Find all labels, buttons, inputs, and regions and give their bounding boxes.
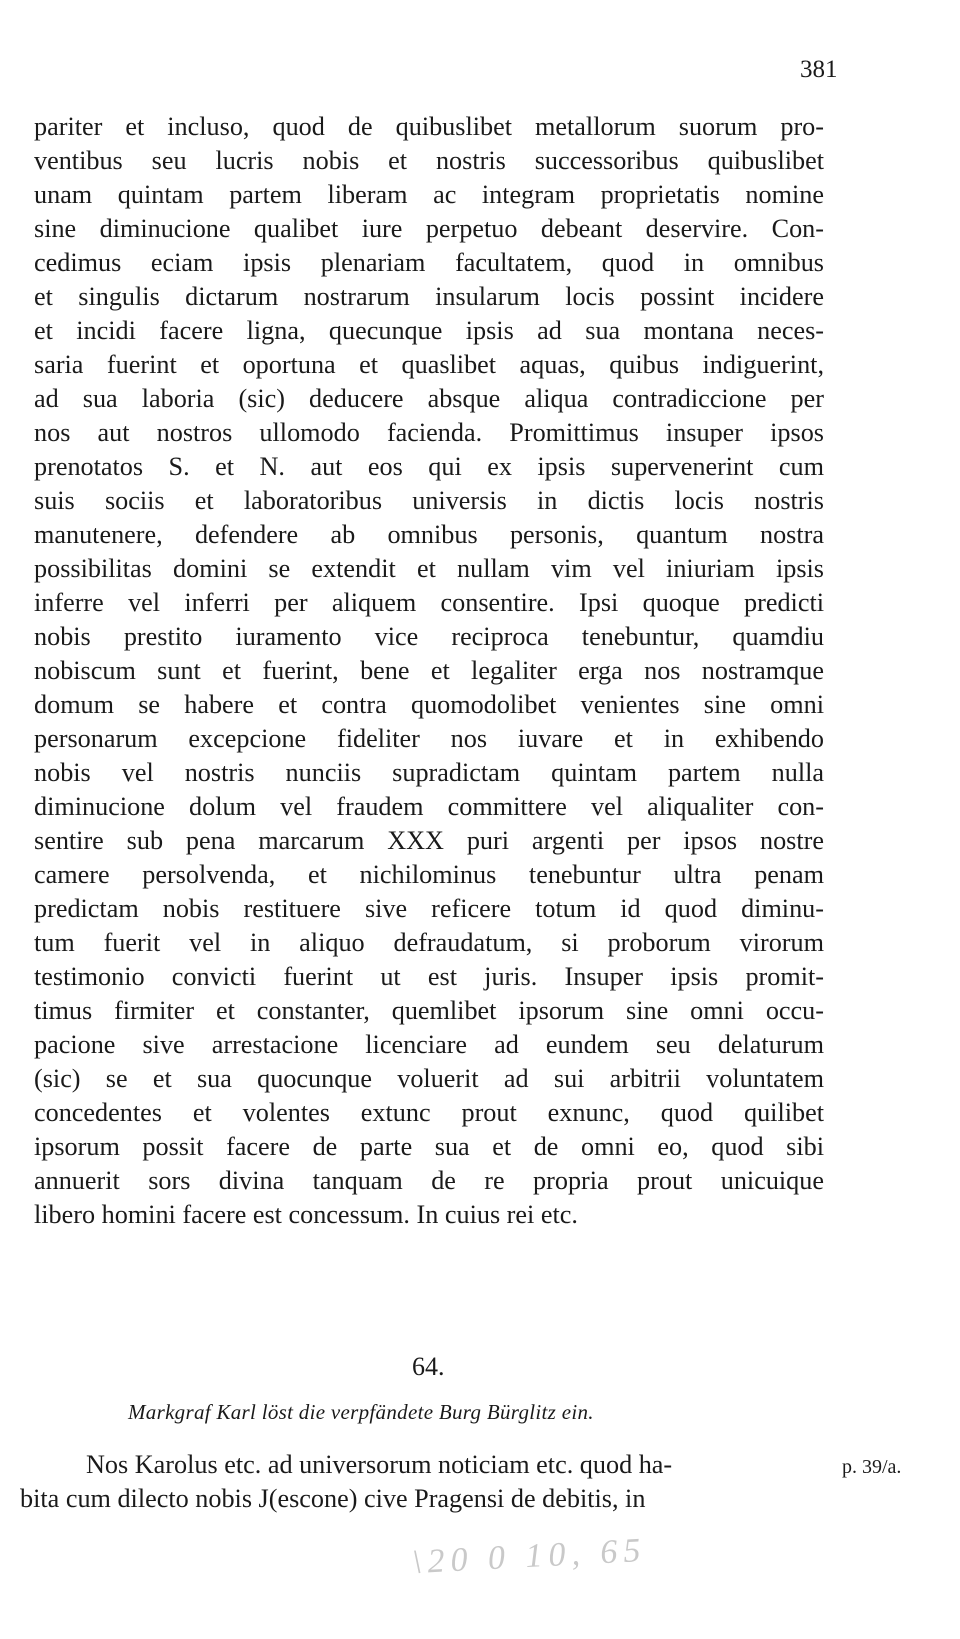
text-line: bita cum dilecto nobis J(escone) cive Pragensi de debitis, in xyxy=(20,1484,646,1513)
text-line: testimonio convicti fuerint ut est juris. Insuper ipsis promit- xyxy=(34,962,824,991)
text-line: domum se habere et contra quomodolibet venientes sine omni xyxy=(34,690,824,719)
text-line: ad sua laboria (sic) deducere absque aliqua contradiccione per xyxy=(34,384,824,413)
text-line: nobiscum sunt et fuerint, bene et legaliter erga nos nostramque xyxy=(34,656,824,685)
text-line: (sic) se et sua quocunque voluerit ad sui arbitrii voluntatem xyxy=(34,1064,824,1093)
marginal-note: p. 39/a. xyxy=(842,1456,902,1478)
text-line: annuerit sors divina tanquam de re propria prout unicuique xyxy=(34,1166,824,1195)
text-line: camere persolvenda, et nichilominus tenebuntur ultra penam xyxy=(34,860,824,889)
text-line: possibilitas domini se extendit et nullam vim vel iniuriam ipsis xyxy=(34,554,824,583)
text-line: inferre vel inferri per aliquem consentire. Ipsi quoque predicti xyxy=(34,588,824,617)
text-line: et singulis dictarum nostrarum insularum locis possint incidere xyxy=(34,282,824,311)
page-number: 381 xyxy=(800,56,838,83)
text-line: tum fuerit vel in aliquo defraudatum, si proborum virorum xyxy=(34,928,824,957)
text-line: manutenere, defendere ab omnibus personis, quantum nostra xyxy=(34,520,824,549)
text-line: cedimus eciam ipsis plenariam facultatem, quod in omnibus xyxy=(34,248,824,277)
document-number: 64. xyxy=(412,1352,445,1381)
text-line: predictam nobis restituere sive reficere totum id quod diminu- xyxy=(34,894,824,923)
text-line: et incidi facere ligna, quecunque ipsis ad sua montana neces- xyxy=(34,316,824,345)
text-line: sine diminucione qualibet iure perpetuo debeant deservire. Con- xyxy=(34,214,824,243)
text-line: pariter et incluso, quod de quibuslibet metallorum suorum pro- xyxy=(34,112,824,141)
text-line: diminucione dolum vel fraudem committere vel aliqualiter con- xyxy=(34,792,824,821)
text-line: nobis vel nostris nunciis supradictam quintam partem nulla xyxy=(34,758,824,787)
text-line: timus firmiter et constanter, quemlibet ipsorum sine omni occu- xyxy=(34,996,824,1025)
text-line: suis sociis et laboratoribus universis in dictis locis nostris xyxy=(34,486,824,515)
text-line: nos aut nostros ullomodo facienda. Promittimus insuper ipsos xyxy=(34,418,824,447)
text-line: prenotatos S. et N. aut eos qui ex ipsis supervenerint cum xyxy=(34,452,824,481)
library-stamp: \20 0 10, 65 xyxy=(411,1531,648,1582)
document-heading: Markgraf Karl löst die verpfändete Burg Bürglitz ein. xyxy=(128,1400,594,1424)
text-line: ipsorum possit facere de parte sua et de omni eo, quod sibi xyxy=(34,1132,824,1161)
text-line: personarum excepcione fideliter nos iuvare et in exhibendo xyxy=(34,724,824,753)
text-line: pacione sive arrestacione licenciare ad eundem seu delaturum xyxy=(34,1030,824,1059)
text-line: ventibus seu lucris nobis et nostris successoribus quibuslibet xyxy=(34,146,824,175)
text-line: unam quintam partem liberam ac integram proprietatis nomine xyxy=(34,180,824,209)
text-line: libero homini facere est concessum. In cuius rei etc. xyxy=(34,1200,578,1229)
text-line: nobis prestito iuramento vice reciproca tenebuntur, quamdiu xyxy=(34,622,824,651)
text-line: sentire sub pena marcarum XXX puri argenti per ipsos nostre xyxy=(34,826,824,855)
text-line: concedentes et volentes extunc prout exnunc, quod quilibet xyxy=(34,1098,824,1127)
text-line: Nos Karolus etc. ad universorum noticiam etc. quod ha- xyxy=(86,1450,673,1479)
text-line: saria fuerint et oportuna et quaslibet aquas, quibus indiguerint, xyxy=(34,350,824,379)
